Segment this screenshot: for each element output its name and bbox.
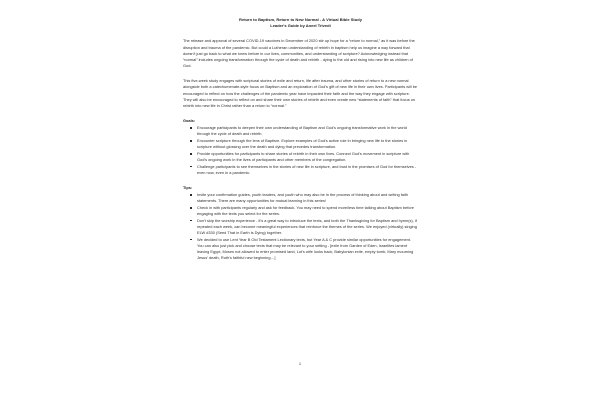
document-content — [183, 17, 418, 270]
goals-list — [183, 125, 418, 176]
list-item — [183, 151, 418, 163]
list-item — [183, 164, 418, 176]
bullet-icon — [190, 239, 192, 241]
list-item — [183, 205, 418, 217]
list-item-text: Provide opportunities for participants to share stories of rebirth in their own lives. Connect God's movement in scripture with God's ongoing work in the lives of participants and other members of the congregation. — [197, 150, 410, 162]
list-item-text: We decided to use Lent Year B Old Testament Lectionary texts, but Year A & C provide similar opportunities for engagement. You can also just pick and choose texts that may be relevant to your setting - [exile from Garden of Eden, Israelites lament leaving Egypt, Moses not allowed to enter promised land, Lot's wife looks back, Babylonian exile, empty tomb, Mary mourning Jesus' death, Ruth's faithful new beginning…] — [197, 236, 414, 261]
list-item — [183, 192, 418, 204]
section-goals — [183, 118, 418, 176]
list-item-text: Invite your confirmation guides, youth leaders, and youth who may also be in the process of thinking about and writing faith statements. There are many opportunities for mutual learning in this series! — [197, 192, 409, 204]
list-item-text: Encounter scripture through the lens of Baptism. Explore examples of God's active role in bringing new life to the stories in scripture without glossing over the death and dying that precedes transformation. — [197, 137, 408, 150]
section-tips — [183, 185, 418, 261]
list-item-text: Check in with participants regularly and ask for feedback. You may need to spend more/less time talking about Baptism before engaging with the texts you select for the series. — [197, 204, 414, 216]
body-paragraph-2: This five-week study engages with scriptural stories of exile and return, life after trauma, and other stories of return to a new normal alongside both a catechumenate-style focus on Baptism and an exploration of God's gift of new life in their own lives. Participants will be encouraged to reflect on how the challenges of the pandemic year have impacted their faith and the way they engage with scripture. They will also be encouraged to reflect on and share their own stories of rebirth and even create new “statements of faith” that focus on rebirth into new life in Christ rather than a return to “normal.” — [183, 78, 418, 108]
section-heading-tips: Tips: — [183, 184, 193, 190]
page-number: 1 — [298, 361, 302, 366]
list-item-text: Don't skip the worship experience - it's a great way to introduce the texts, and both the Thanksgiving for Baptism and hymn(s), if repeated each week, can become meaningful experiences that reinforce the themes of the series. We enjoyed (virtually) singing ELW #330 (Seed That in Earth is Dying) together. — [197, 217, 417, 235]
bullet-icon — [190, 207, 192, 209]
list-item — [183, 218, 418, 236]
body-paragraph-1: The release and approval of several COVID-19 vaccines in December of 2020 stir up hope for a “return to normal,” as it was before the disruption and trauma of the pandemic. But could a Lutheran understanding of rebirth in baptism help us imagine a way forward that doesn't just go back to what we knew before in our lives, communities, and understanding of scripture? Acknowledging instead that “normal” includes ongoing transformation through the cycle of death and rebirth - dying to the old and rising into new life as children of God. — [183, 38, 415, 69]
bullet-icon — [190, 166, 192, 168]
bullet-icon — [190, 220, 192, 222]
title-block — [183, 17, 418, 29]
document-title: Return to Baptism, Return to New Normal - A Virtual Bible Study — [239, 17, 362, 22]
document-subtitle: Leader's Guide by Aneel Trivedi — [270, 23, 331, 29]
list-item — [183, 125, 418, 137]
bullet-icon — [190, 127, 192, 129]
bullet-icon — [190, 194, 192, 196]
tips-list — [183, 192, 418, 261]
list-item — [183, 237, 418, 262]
bullet-icon — [190, 153, 192, 155]
list-item-text: Challenge participants to see themselves in the stories of new life in scripture, and trust in the promises of God for themselves - even now, even in a pandemic. — [197, 163, 417, 175]
list-item-text: Encourage participants to deepen their own understanding of Baptism and God's ongoing transformative work in the world through the cycle of death and rebirth. — [197, 125, 407, 137]
bullet-icon — [190, 140, 192, 142]
list-item — [183, 138, 418, 150]
section-heading-goals: Goals: — [183, 117, 196, 123]
